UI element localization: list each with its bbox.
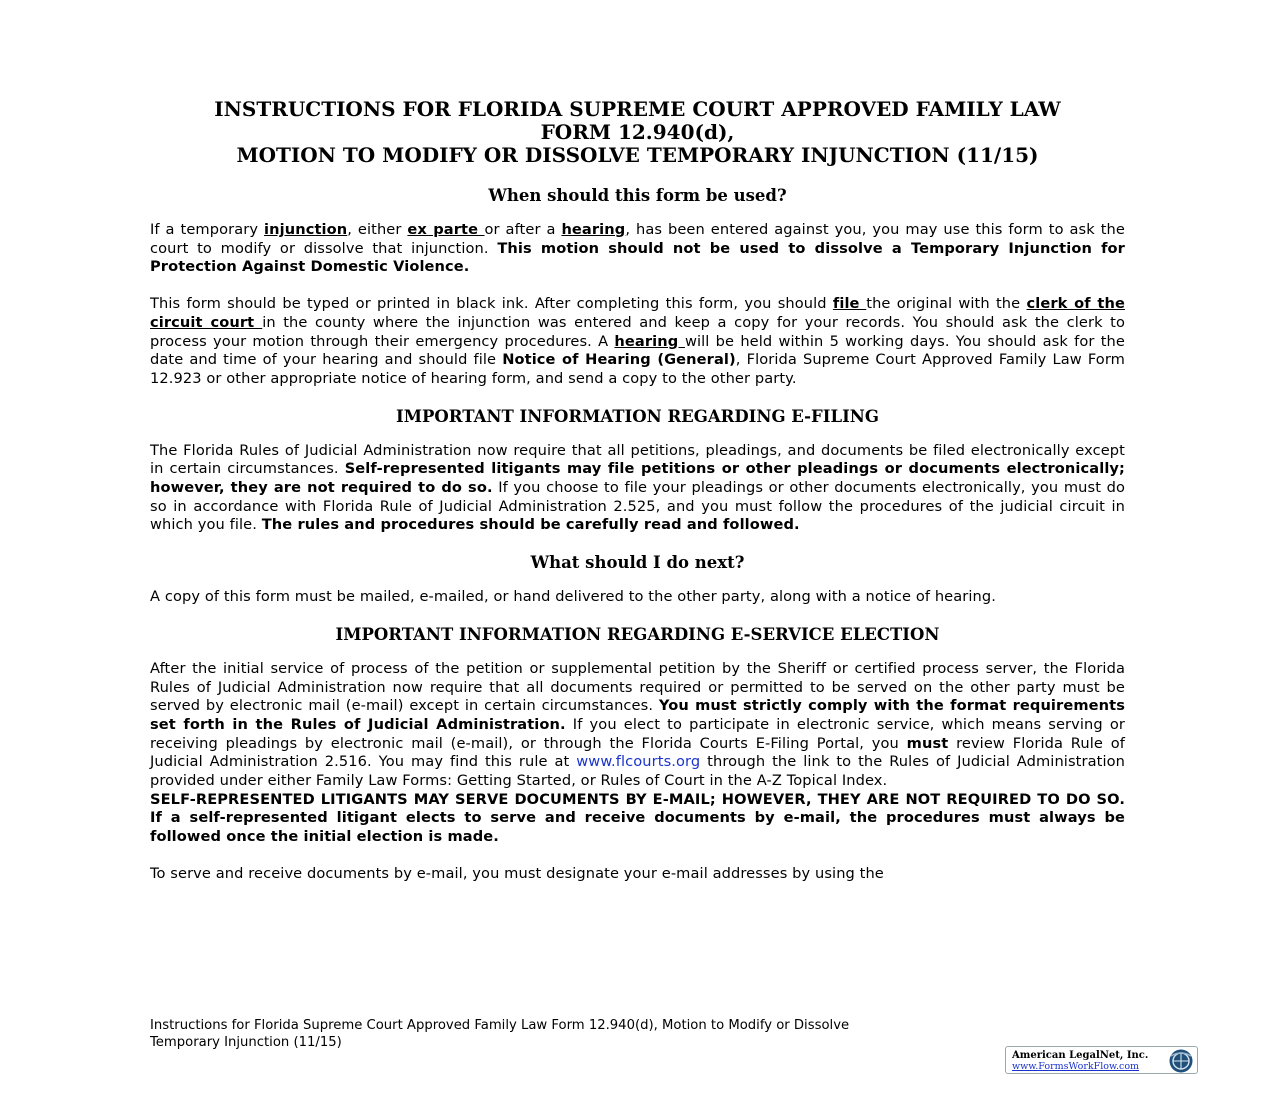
heading-efiling: IMPORTANT INFORMATION REGARDING E-FILING [396,406,879,426]
heading-what-next: What should I do next? [530,553,745,573]
term-file: file [832,295,867,313]
heading-eservice: IMPORTANT INFORMATION REGARDING E-SERVICE ELECTION [335,624,940,644]
title-line-2: FORM 12.940(d), [540,120,735,144]
page-footer [150,1017,1090,1051]
document-page [150,98,1125,902]
badge-company-name: American LegalNet, Inc. [1012,1050,1149,1061]
paragraph-filing: This form should be typed or printed in black ink. After completing this form, you should file the original with the clerk of the circuit court in the county where the injunction was entered and keep a copy for your records. You should ask the clerk to process your motion through their emergency procedures. A hearing will be held within 5 working days. You should ask for the date and time of your hearing and should file Notice of Hearing (General), Florida Supreme Court Approved Family Law Form 12.923 or other appropriate notice of hearing form, and send a copy to the other party. [150,295,1125,387]
term-hearing: hearing [561,221,626,238]
flcourts-link[interactable]: www.flcourts.org [576,753,701,771]
paragraph-eservice: After the initial service of process of the petition or supplemental petition by the Sheriff or certified process server, the Florida Rules of Judicial Administration now require that all documents required or permitted to be served on the other party must be served by electronic mail (e-mail) except in certain circumstances. You must strictly comply with the format requirements set forth in the Rules of Judicial Administration. If you elect to participate in electronic service, which means serving or receiving pleadings by electronic mail (e-mail), or through the Florida Courts E-Filing Portal, you must review Florida Rule of Judicial Administration 2.516. You may find this rule at www.flcourts.org through the link to the Rules of Judicial Administration provided under either Family Law Forms: Getting Started, or Rules of Court in the A-Z Topical Index. [150,659,1125,790]
paragraph-eservice-designate: To serve and receive documents by e-mail, you must designate your e-mail addresses by using the [150,864,884,882]
footer-line-1: Instructions for Florida Supreme Court Approved Family Law Form 12.940(d), Motion to Modify or Dissolve [150,1018,850,1033]
globe-logo-icon [1168,1048,1194,1074]
term-hearing-2: hearing [614,332,685,350]
term-injunction: injunction [264,221,348,238]
badge-url-link[interactable]: www.FormsWorkFlow.com [1012,1061,1140,1072]
term-clerk: clerk of the circuit court [150,295,1125,331]
paragraph-what-next: A copy of this form must be mailed, e-mailed, or hand delivered to the other party, along with a notice of hearing. [150,588,997,606]
title-line-3: MOTION TO MODIFY OR DISSOLVE TEMPORARY INJUNCTION (11/15) [236,143,1039,167]
title-line-1: INSTRUCTIONS FOR FLORIDA SUPREME COURT APPROVED FAMILY LAW [214,97,1061,121]
term-ex-parte: ex parte [407,221,485,238]
americanlegalnet-badge[interactable] [1005,1046,1198,1074]
paragraph-eservice-notice: SELF-REPRESENTED LITIGANTS MAY SERVE DOCUMENTS BY E-MAIL; HOWEVER, THEY ARE NOT REQUIRED TO DO SO. If a self-represented litigant elects to serve and receive documents by e-mail, the procedures must always be followed once the initial election is made. [150,790,1125,846]
document-title [150,98,1125,167]
heading-when-used: When should this form be used? [488,186,787,205]
paragraph-efiling: The Florida Rules of Judicial Administration now require that all petitions, pleadings, and documents be filed electronically except in certain circumstances. Self-represented litigants may file petitions or other pleadings or documents electronically; however, they are not required to do so. If you choose to file your pleadings or other documents electronically, you must do so in accordance with Florida Rule of Judicial Administration 2.525, and you must follow the procedures of the judicial circuit in which you file. The rules and procedures should be carefully read and followed. [150,441,1125,534]
footer-line-2: Temporary Injunction (11/15) [150,1035,342,1050]
paragraph-when-used: If a temporary injunction, either ex parte or after a hearing, has been entered against you, you may use this form to ask the court to modify or dissolve that injunction. This motion should not be used to dissolve a Temporary Injunction for Protection Against Domestic Violence. [150,221,1125,276]
